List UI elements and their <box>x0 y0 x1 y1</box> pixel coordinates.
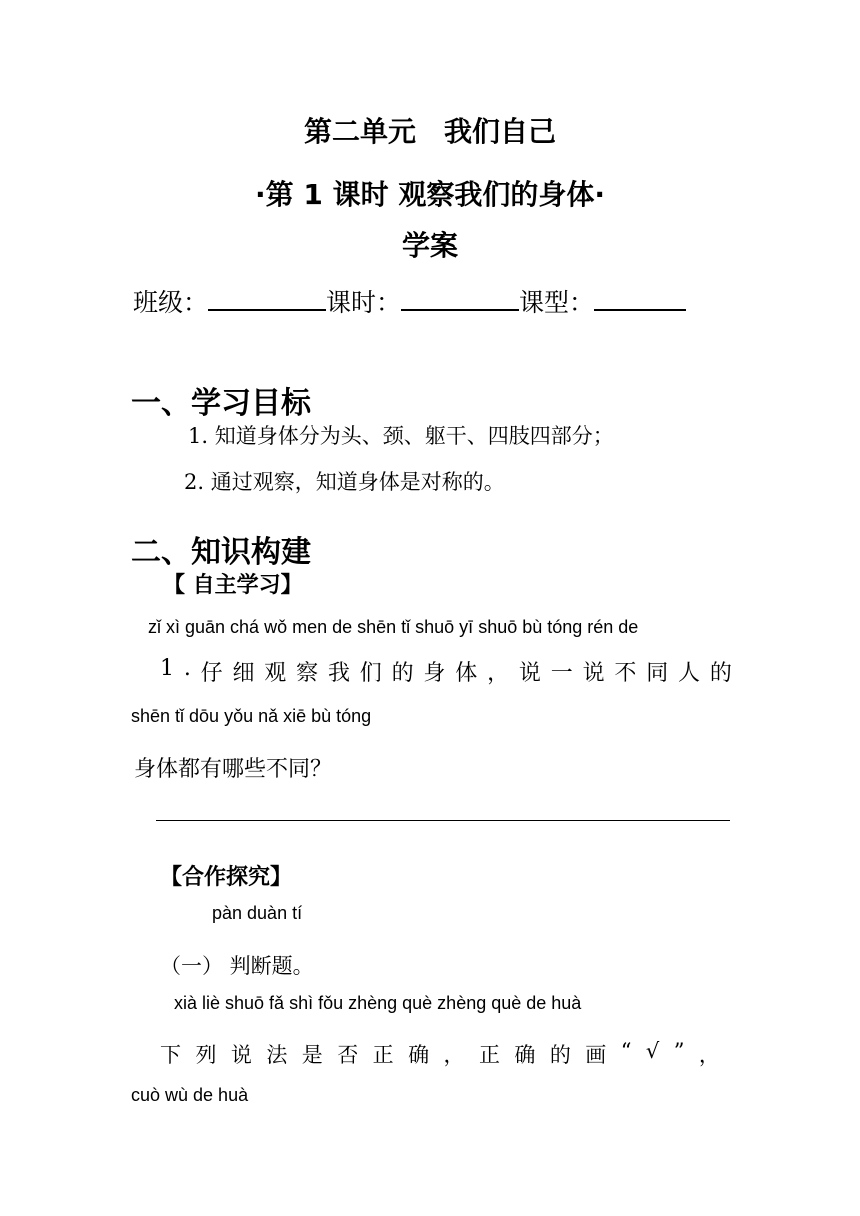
part-label: （一） 判断题。 <box>160 954 314 978</box>
form-line <box>133 283 686 319</box>
question-line: 身体都有哪些不同？ <box>134 757 333 782</box>
lesson-title: ·第 1 课时 观察我们的身体· <box>254 178 605 211</box>
class-label: 班级： <box>133 288 209 317</box>
type-label: 课型： <box>519 288 595 317</box>
pinyin-line: cuò wù de huà <box>131 1085 249 1105</box>
self-study-heading: 【 自主学习】 <box>163 572 303 598</box>
pinyin-line: zǐ xì guān chá wǒ men de shēn tǐ shuō yī shuō bù tóng rén de <box>148 617 639 637</box>
period-blank[interactable] <box>401 287 519 311</box>
type-blank[interactable] <box>594 287 686 311</box>
doc-type-title: 学案 <box>401 229 458 262</box>
period-label: 课时： <box>326 288 402 317</box>
pinyin-line: shēn tǐ dōu yǒu nǎ xiē bù tóng <box>131 706 372 726</box>
pinyin-line: pàn duàn tí <box>212 903 303 923</box>
goal-item: 2. 通过观察，知道身体是对称的。 <box>184 470 505 494</box>
pinyin-line: xià liè shuō fǎ shì fǒu zhèng què zhèng què de huà <box>174 993 582 1013</box>
cooperative-heading: 【合作探究】 <box>160 864 293 890</box>
answer-line[interactable] <box>156 820 730 821</box>
question-line: 1 . 仔 细 观 察 我 们 的 身 体 ， 说 一 说 不 同 人 的 <box>160 656 732 686</box>
section1-heading: 一、学习目标 <box>131 386 311 421</box>
section2-heading: 二、知识构建 <box>131 535 311 570</box>
class-blank[interactable] <box>208 287 326 311</box>
goal-item: 1. 知道身体分为头、颈、躯干、四肢四部分； <box>188 424 614 448</box>
instruction-line: 下 列 说 法 是 否 正 确 ， 正 确 的 画 “ √ ” ， <box>160 1039 720 1067</box>
unit-title: 第二单元 我们自己 <box>303 115 556 148</box>
